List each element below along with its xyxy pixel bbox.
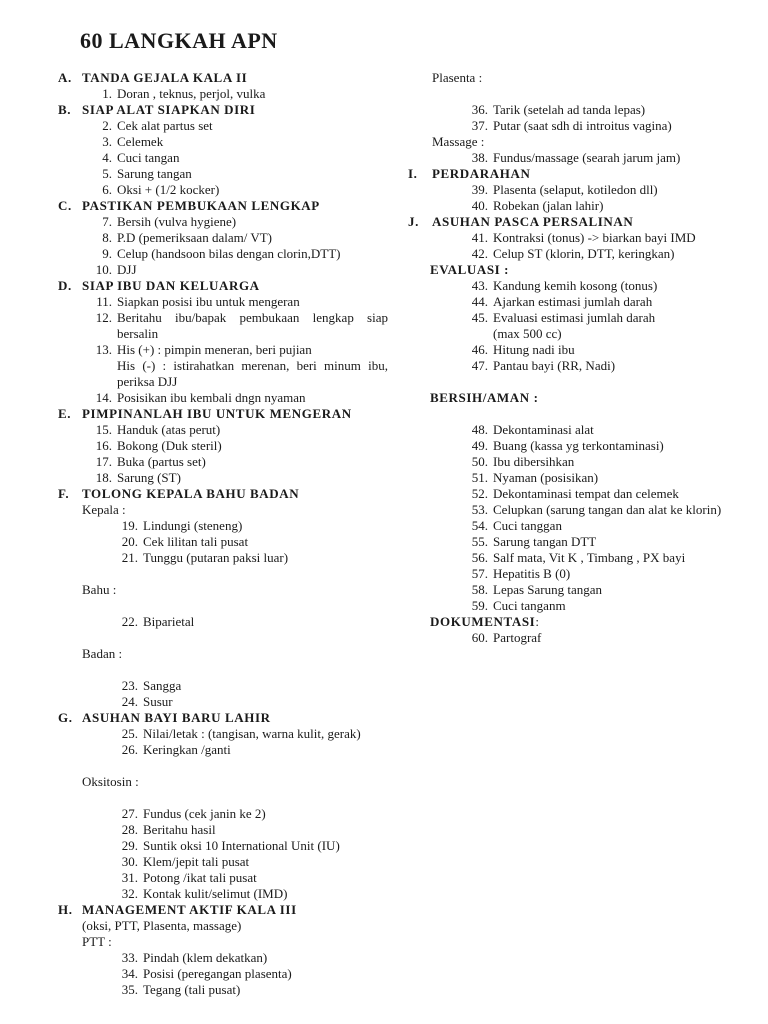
item-number: 37. <box>471 118 488 133</box>
list-item <box>58 310 388 342</box>
list-item <box>58 118 388 134</box>
item-number: 53. <box>471 502 488 517</box>
item-number: 19. <box>121 518 138 533</box>
section-label: ASUHAN BAYI BARU LAHIR <box>82 710 271 725</box>
item-number: 3. <box>102 134 112 149</box>
item-text: Lindungi (steneng) <box>143 518 243 533</box>
list-item <box>408 502 758 518</box>
page-title: 60 LANGKAH APN <box>80 28 278 53</box>
list-item <box>58 950 388 966</box>
section-heading <box>58 70 388 86</box>
item-number: 26. <box>121 742 138 757</box>
item-number: 41. <box>471 230 488 245</box>
section-heading <box>408 390 758 406</box>
list-item <box>408 454 758 470</box>
section-label: TOLONG KEPALA BAHU BADAN <box>82 486 300 501</box>
list-item <box>408 358 758 374</box>
item-number: 29. <box>121 838 138 853</box>
item-text: His (+) : pimpin meneran, beri pujian <box>117 342 312 357</box>
list-item <box>58 358 388 390</box>
list-item <box>58 294 388 310</box>
item-number: 54. <box>471 518 488 533</box>
right-column <box>408 70 758 646</box>
spacer <box>58 758 388 774</box>
section-heading <box>58 902 388 918</box>
section-label: MANAGEMENT AKTIF KALA III <box>82 902 297 917</box>
list-item <box>408 582 758 598</box>
item-number: 45. <box>471 310 488 325</box>
item-number: 55. <box>471 534 488 549</box>
item-number: 31. <box>121 870 138 885</box>
list-item <box>58 854 388 870</box>
section-heading <box>58 710 388 726</box>
section-label: SIAP IBU DAN KELUARGA <box>82 278 260 293</box>
section-label: PASTIKAN PEMBUKAAN LENGKAP <box>82 198 320 213</box>
item-text: Ibu dibersihkan <box>493 454 575 469</box>
list-item <box>408 278 758 294</box>
section-letter: I. <box>408 166 418 181</box>
item-text: Siapkan posisi ibu untuk mengeran <box>117 294 300 309</box>
list-item <box>58 422 388 438</box>
list-item <box>408 326 758 342</box>
item-number: 22. <box>121 614 138 629</box>
list-item <box>58 230 388 246</box>
item-number: 35. <box>121 982 138 997</box>
item-text: His (-) : istirahatkan merenan, beri minum ibu, periksa DJJ <box>117 358 388 389</box>
section-heading <box>58 278 388 294</box>
spacer <box>58 566 388 582</box>
list-item <box>58 262 388 278</box>
list-item <box>408 486 758 502</box>
item-text: Potong /ikat tali pusat <box>143 870 257 885</box>
list-item <box>58 342 388 358</box>
item-text: (max 500 cc) <box>493 326 562 341</box>
section-heading <box>58 486 388 502</box>
section-label: SIAP ALAT SIAPKAN DIRI <box>82 102 256 117</box>
item-number: 60. <box>471 630 488 645</box>
section-letter: F. <box>58 486 70 501</box>
spacer <box>58 598 388 614</box>
subheading: Bahu : <box>82 582 117 597</box>
list-item <box>58 518 388 534</box>
list-item <box>408 598 758 614</box>
list-item <box>58 150 388 166</box>
item-number: 27. <box>121 806 138 821</box>
left-column <box>58 70 388 998</box>
item-number: 7. <box>102 214 112 229</box>
item-text: Hitung nadi ibu <box>493 342 575 357</box>
item-number: 52. <box>471 486 488 501</box>
item-text: Beritahu ibu/bapak pembukaan lengkap siap bersalin <box>117 310 388 341</box>
list-item <box>408 150 758 166</box>
item-number: 59. <box>471 598 488 613</box>
section-heading <box>408 614 758 630</box>
item-number: 1. <box>102 86 112 101</box>
list-item <box>58 550 388 566</box>
list-item <box>58 86 388 102</box>
item-text: Celup ST (klorin, DTT, keringkan) <box>493 246 675 261</box>
list-item <box>58 742 388 758</box>
item-text: Keringkan /ganti <box>143 742 231 757</box>
item-text: Bersih (vulva hygiene) <box>117 214 237 229</box>
item-text: Handuk (atas perut) <box>117 422 221 437</box>
subheading: Kepala : <box>82 502 126 517</box>
item-text: Hepatitis B (0) <box>493 566 571 581</box>
item-number: 56. <box>471 550 488 565</box>
list-item <box>408 198 758 214</box>
item-text: Susur <box>143 694 173 709</box>
item-number: 42. <box>471 246 488 261</box>
item-text: Cuci tanggan <box>493 518 562 533</box>
section-label-suffix: : <box>535 614 540 629</box>
item-text: Klem/jepit tali pusat <box>143 854 250 869</box>
item-number: 14. <box>95 390 112 405</box>
list-item <box>58 134 388 150</box>
list-item <box>58 438 388 454</box>
section-letter: J. <box>408 214 419 229</box>
item-text: Kandung kemih kosong (tonus) <box>493 278 658 293</box>
item-number: 32. <box>121 886 138 901</box>
list-item <box>408 518 758 534</box>
section-label: PIMPINANLAH IBU UNTUK MENGERAN <box>82 406 352 421</box>
item-text: Lepas Sarung tangan <box>493 582 603 597</box>
item-text: Doran , teknus, perjol, vulka <box>117 86 266 101</box>
item-text: Suntik oksi 10 International Unit (IU) <box>143 838 340 853</box>
item-number: 46. <box>471 342 488 357</box>
item-text: Nilai/letak : (tangisan, warna kulit, gerak) <box>143 726 361 741</box>
section-letter: G. <box>58 710 73 725</box>
item-text: Pindah (klem dekatkan) <box>143 950 268 965</box>
list-item <box>58 822 388 838</box>
item-number: 43. <box>471 278 488 293</box>
item-number: 50. <box>471 454 488 469</box>
item-number: 44. <box>471 294 488 309</box>
item-text: Posisi (peregangan plasenta) <box>143 966 292 981</box>
section-letter: E. <box>58 406 72 421</box>
item-number: 39. <box>471 182 488 197</box>
list-item <box>58 870 388 886</box>
list-item <box>408 294 758 310</box>
section-letter: A. <box>58 70 72 85</box>
spacer <box>408 406 758 422</box>
list-item <box>408 566 758 582</box>
item-number: 23. <box>121 678 138 693</box>
section-label: TANDA GEJALA KALA II <box>82 70 248 85</box>
item-text: Evaluasi estimasi jumlah darah <box>493 310 656 325</box>
list-item <box>58 614 388 630</box>
list-item <box>58 806 388 822</box>
list-item <box>408 102 758 118</box>
item-text: Tunggu (putaran paksi luar) <box>143 550 289 565</box>
item-text: Buka (partus set) <box>117 454 206 469</box>
item-number: 24. <box>121 694 138 709</box>
item-number: 36. <box>471 102 488 117</box>
item-text: Dekontaminasi alat <box>493 422 594 437</box>
list-item <box>408 438 758 454</box>
list-item <box>58 454 388 470</box>
list-item <box>408 246 758 262</box>
list-item <box>58 470 388 486</box>
item-text: Beritahu hasil <box>143 822 216 837</box>
item-text: Bokong (Duk steril) <box>117 438 222 453</box>
item-number: 18. <box>95 470 112 485</box>
item-text: Celupkan (sarung tangan dan alat ke klorin) <box>493 502 722 517</box>
item-number <box>408 326 493 342</box>
spacer <box>408 374 758 390</box>
item-number: 38. <box>471 150 488 165</box>
section-heading <box>58 102 388 118</box>
item-text: Dekontaminasi tempat dan celemek <box>493 486 679 501</box>
list-item <box>408 470 758 486</box>
item-text: Salf mata, Vit K , Timbang , PX bayi <box>493 550 686 565</box>
item-number: 15. <box>95 422 112 437</box>
item-text: Pantau bayi (RR, Nadi) <box>493 358 616 373</box>
item-number: 4. <box>102 150 112 165</box>
list-item <box>58 390 388 406</box>
item-number: 11. <box>96 294 112 309</box>
spacer <box>58 662 388 678</box>
item-text: Sarung (ST) <box>117 470 181 485</box>
list-item <box>58 166 388 182</box>
section-heading <box>408 262 758 278</box>
item-number: 8. <box>102 230 112 245</box>
item-number: 28. <box>121 822 138 837</box>
item-number: 9. <box>102 246 112 261</box>
list-item <box>58 246 388 262</box>
item-number: 12. <box>95 310 112 325</box>
list-item <box>408 422 758 438</box>
item-number: 33. <box>121 950 138 965</box>
list-item <box>58 886 388 902</box>
item-text: Cuci tanganm <box>493 598 566 613</box>
list-item <box>408 230 758 246</box>
item-text: Robekan (jalan lahir) <box>493 198 604 213</box>
item-number: 21. <box>121 550 138 565</box>
item-text: P.D (pemeriksaan dalam/ VT) <box>117 230 272 245</box>
item-text: Celemek <box>117 134 164 149</box>
subheading: PTT : <box>82 934 112 949</box>
list-item <box>58 838 388 854</box>
item-text: Putar (saat sdh di introitus vagina) <box>493 118 672 133</box>
section-label: ASUHAN PASCA PERSALINAN <box>432 214 634 229</box>
spacer <box>58 790 388 806</box>
item-number: 16. <box>95 438 112 453</box>
section-label: PERDARAHAN <box>432 166 531 181</box>
item-number <box>58 358 117 390</box>
item-number: 34. <box>121 966 138 981</box>
item-number: 20. <box>121 534 138 549</box>
item-text: Tarik (setelah ad tanda lepas) <box>493 102 646 117</box>
subheading: Badan : <box>82 646 123 661</box>
item-text: Sangga <box>143 678 182 693</box>
list-item <box>58 214 388 230</box>
list-item <box>408 342 758 358</box>
section-label: DOKUMENTASI <box>430 614 536 629</box>
item-text: Cuci tangan <box>117 150 180 165</box>
section-heading <box>58 406 388 422</box>
item-text: Tegang (tali pusat) <box>143 982 241 997</box>
list-item <box>58 726 388 742</box>
item-number: 10. <box>95 262 112 277</box>
item-text: Kontak kulit/selimut (IMD) <box>143 886 288 901</box>
item-text: Buang (kassa yg terkontaminasi) <box>493 438 664 453</box>
spacer <box>58 630 388 646</box>
item-number: 5. <box>102 166 112 181</box>
list-item <box>408 118 758 134</box>
item-number: 17. <box>95 454 112 469</box>
list-item <box>408 310 758 326</box>
section-heading <box>408 166 758 182</box>
section-letter: H. <box>58 902 73 917</box>
subheading: Massage : <box>432 134 485 149</box>
section-letter: D. <box>58 278 72 293</box>
item-number: 6. <box>102 182 112 197</box>
item-text: Posisikan ibu kembali dngn nyaman <box>117 390 306 405</box>
list-item <box>58 182 388 198</box>
item-text: Partograf <box>493 630 542 645</box>
spacer <box>408 86 758 102</box>
item-text: Cek lilitan tali pusat <box>143 534 249 549</box>
item-number: 51. <box>471 470 488 485</box>
item-text: Kontraksi (tonus) -> biarkan bayi IMD <box>493 230 696 245</box>
section-letter: C. <box>58 198 72 213</box>
item-text: Oksi + (1/2 kocker) <box>117 182 220 197</box>
item-number: 40. <box>471 198 488 213</box>
section-heading <box>408 214 758 230</box>
item-text: Sarung tangan <box>117 166 192 181</box>
item-number: 48. <box>471 422 488 437</box>
item-number: 57. <box>471 566 488 581</box>
list-item <box>58 966 388 982</box>
section-heading <box>58 198 388 214</box>
subheading: Plasenta : <box>432 70 483 85</box>
item-text: Sarung tangan DTT <box>493 534 597 549</box>
item-number: 25. <box>121 726 138 741</box>
item-number: 58. <box>471 582 488 597</box>
list-item <box>58 534 388 550</box>
item-text: Ajarkan estimasi jumlah darah <box>493 294 653 309</box>
item-number: 30. <box>121 854 138 869</box>
item-text: Cek alat partus set <box>117 118 213 133</box>
item-text: Plasenta (selaput, kotiledon dll) <box>493 182 658 197</box>
section-label: EVALUASI : <box>430 262 510 277</box>
item-number: 13. <box>95 342 112 357</box>
item-text: DJJ <box>117 262 137 277</box>
list-item <box>408 534 758 550</box>
item-text: Celup (handsoon bilas dengan clorin,DTT) <box>117 246 341 261</box>
section-letter: B. <box>58 102 72 117</box>
item-text: Fundus/massage (searah jarum jam) <box>493 150 681 165</box>
subheading: (oksi, PTT, Plasenta, massage) <box>82 918 242 933</box>
section-label: BERSIH/AMAN : <box>430 390 539 405</box>
list-item <box>58 982 388 998</box>
item-number: 47. <box>471 358 488 373</box>
subheading: Oksitosin : <box>82 774 139 789</box>
item-number: 2. <box>102 118 112 133</box>
list-item <box>58 694 388 710</box>
item-text: Nyaman (posisikan) <box>493 470 599 485</box>
list-item <box>408 550 758 566</box>
item-text: Biparietal <box>143 614 195 629</box>
list-item <box>58 678 388 694</box>
item-text: Fundus (cek janin ke 2) <box>143 806 266 821</box>
item-number: 49. <box>471 438 488 453</box>
list-item <box>408 630 758 646</box>
list-item <box>408 182 758 198</box>
